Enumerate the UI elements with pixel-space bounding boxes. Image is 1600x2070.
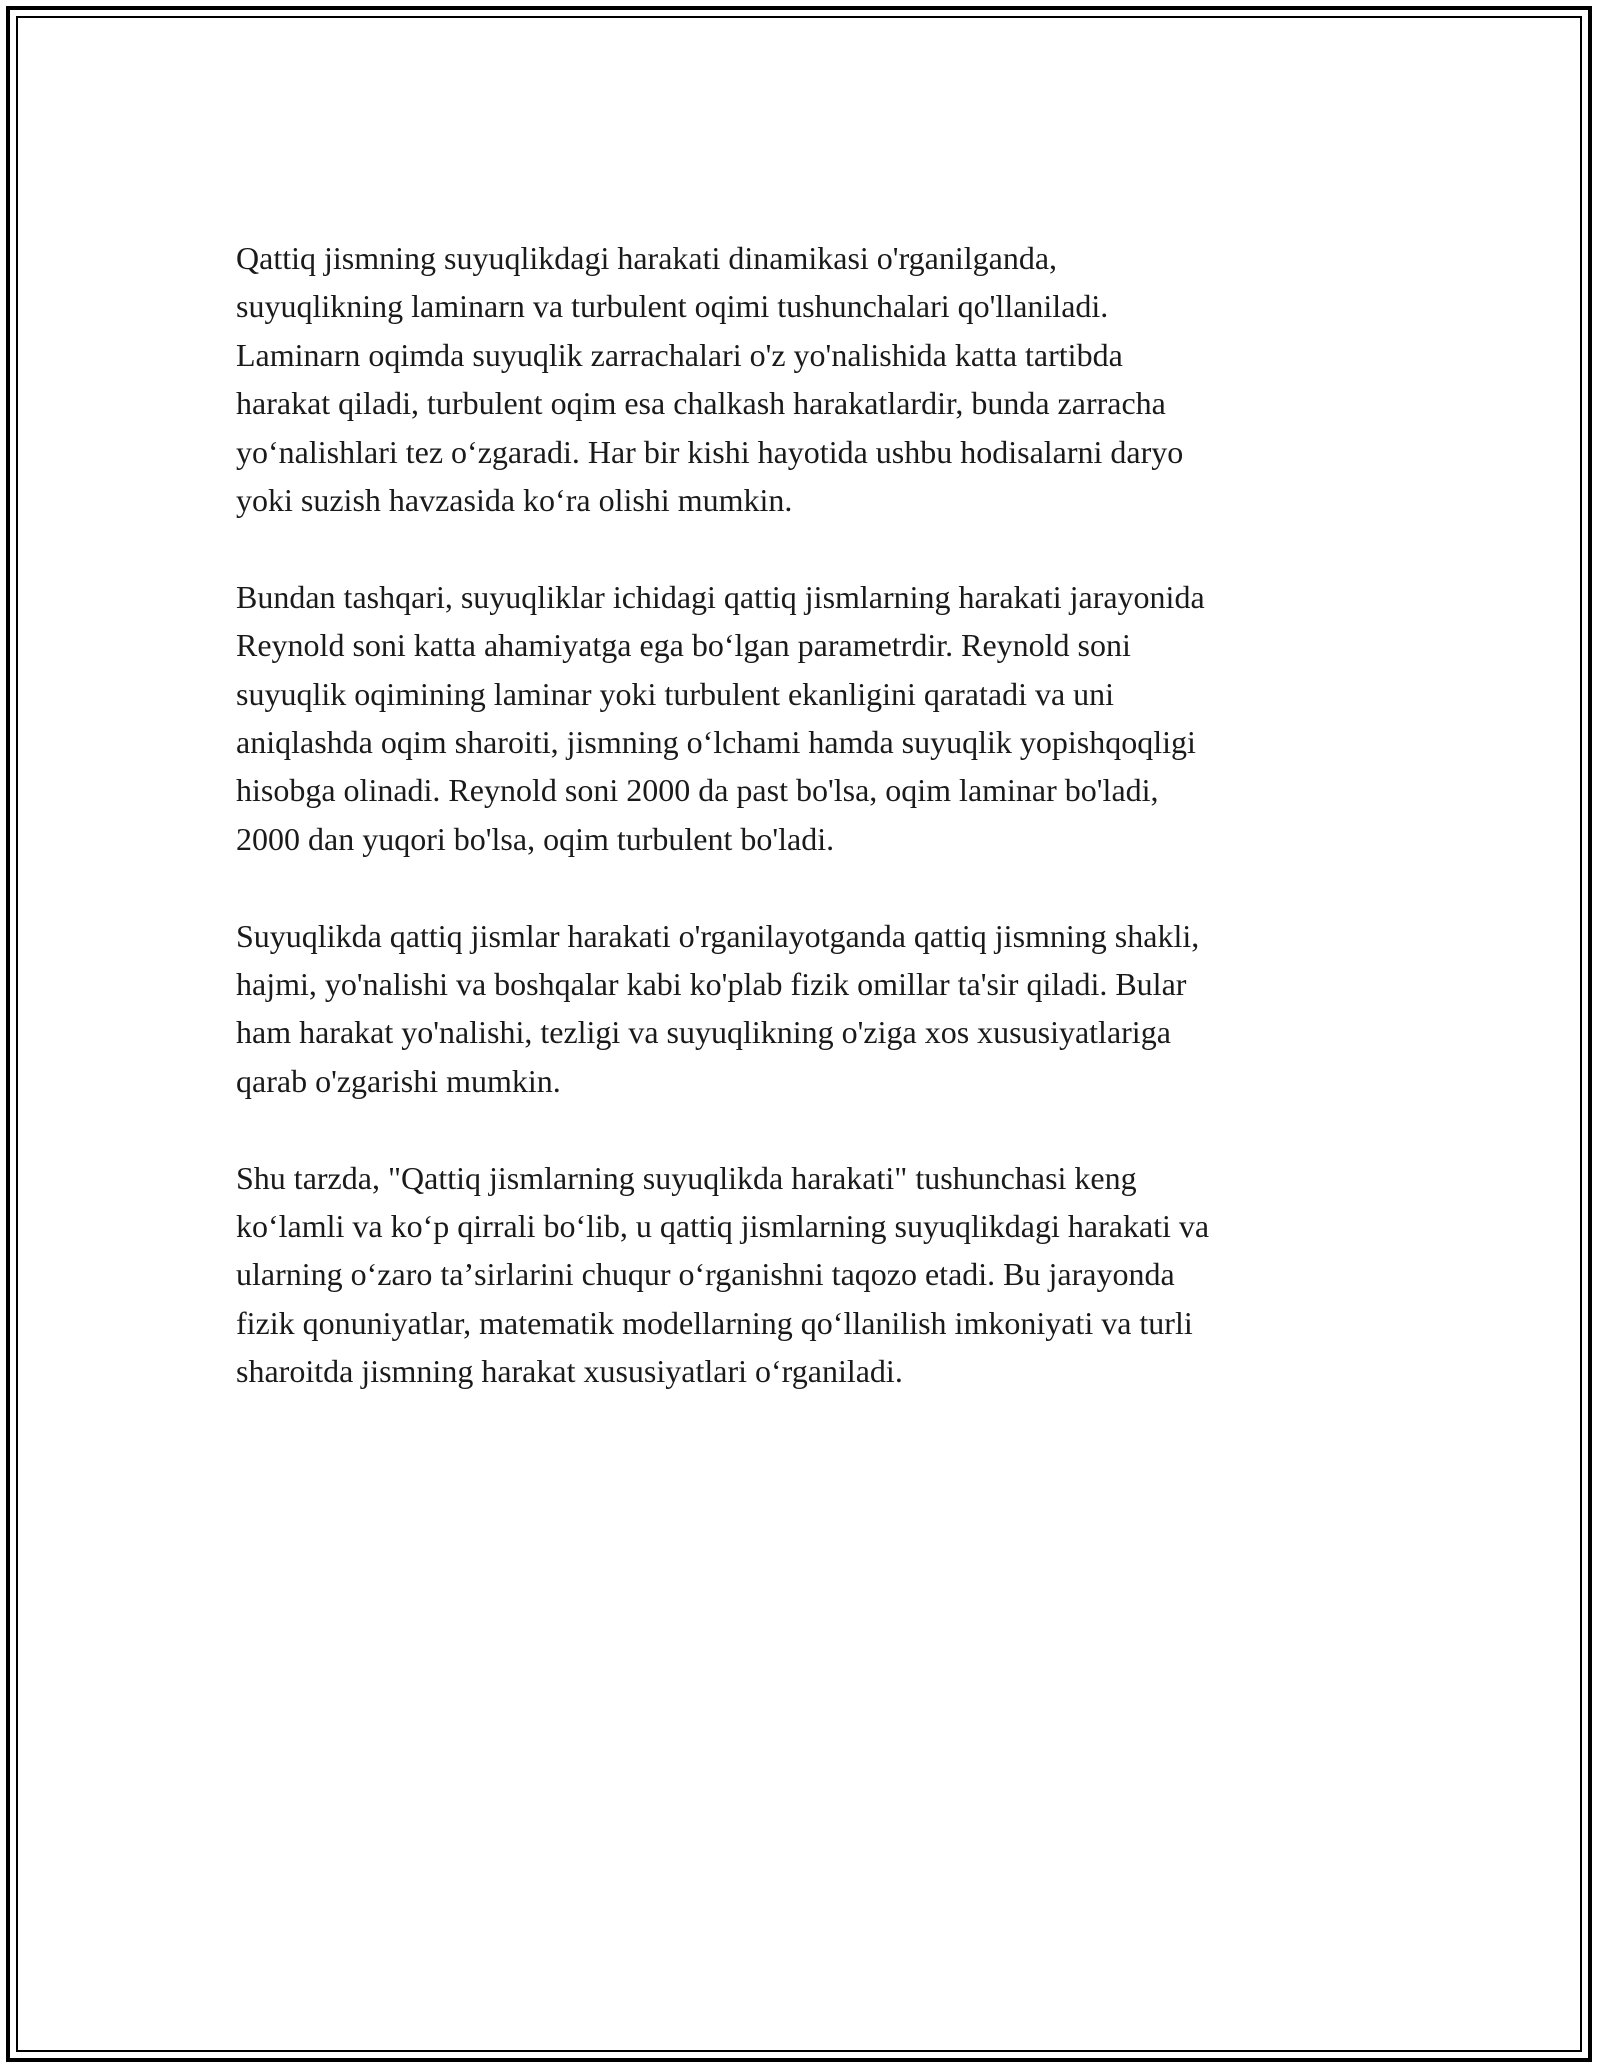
text-line: suyuqlik oqimining laminar yoki turbulent ekanligini qaratadi va uni: [236, 675, 1115, 712]
text-line: hajmi, yo'nalishi va boshqalar kabi ko'plab fizik omillar ta'sir qiladi. Bular: [236, 966, 1187, 1003]
paragraph-2: [236, 573, 1376, 863]
text-line: Bundan tashqari, suyuqliklar ichidagi qattiq jismlarning harakati jarayonida: [236, 578, 1205, 615]
text-line: Reynold soni katta ahamiyatga ega boʻlgan parametrdir. Reynold soni: [236, 627, 1131, 664]
text-line: 2000 dan yuqori bo'lsa, oqim turbulent bo'ladi.: [236, 820, 835, 857]
text-line: aniqlashda oqim sharoiti, jismning oʻlchami hamda suyuqlik yopishqoqligi: [236, 724, 1196, 761]
paragraph-3: [236, 912, 1376, 1106]
text-line: yoki suzish havzasida koʻra olishi mumkin.: [236, 482, 793, 519]
text-line: ularning oʻzaro taʼsirlarini chuqur oʻrganishni taqozo etadi. Bu jarayonda: [236, 1256, 1175, 1293]
document-body: [236, 234, 1376, 1444]
text-line: Laminarn oqimda suyuqlik zarrachalari o'z yo'nalishida katta tartibda: [236, 336, 1123, 373]
paragraph-1: [236, 234, 1376, 524]
text-line: koʻlamli va koʻp qirrali boʻlib, u qattiq jismlarning suyuqlikdagi harakati va: [236, 1208, 1210, 1245]
text-line: Qattiq jismning suyuqlikdagi harakati dinamikasi o'rganilganda,: [236, 240, 1058, 276]
text-line: qarab o'zgarishi mumkin.: [236, 1062, 561, 1099]
text-line: Suyuqlikda qattiq jismlar harakati o'rganilayotganda qattiq jismning shakli,: [236, 917, 1200, 954]
text-line: suyuqlikning laminarn va turbulent oqimi tushunchalari qo'llaniladi.: [236, 288, 1109, 325]
paragraph-4: [236, 1154, 1376, 1396]
text-line: Shu tarzda, "Qattiq jismlarning suyuqlikda harakati" tushunchasi keng: [236, 1159, 1137, 1196]
text-line: fizik qonuniyatlar, matematik modellarning qoʻllanilish imkoniyati va turli: [236, 1304, 1193, 1341]
text-line: sharoitda jismning harakat xususiyatlari oʻrganiladi.: [236, 1353, 903, 1390]
text-line: yoʻnalishlari tez oʻzgaradi. Har bir kishi hayotida ushbu hodisalarni daryo: [236, 433, 1184, 470]
text-line: ham harakat yo'nalishi, tezligi va suyuqlikning o'ziga xos xususiyatlariga: [236, 1014, 1171, 1051]
text-line: harakat qiladi, turbulent oqim esa chalkash harakatlardir, bunda zarracha: [236, 385, 1166, 422]
text-line: hisobga olinadi. Reynold soni 2000 da past bo'lsa, oqim laminar bo'ladi,: [236, 772, 1159, 809]
